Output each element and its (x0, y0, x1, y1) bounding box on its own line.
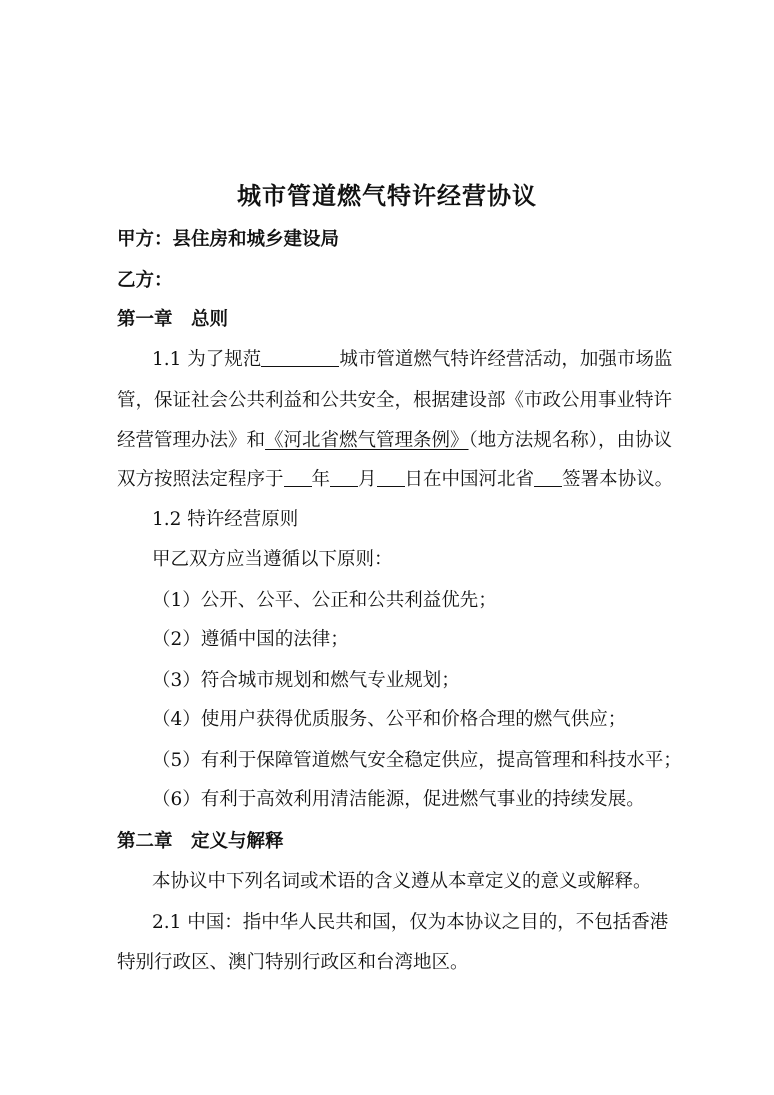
principle-item: （1）公开、公平、公正和公共利益优先； (152, 590, 497, 611)
day-label: 日在中国河北省 (404, 469, 535, 490)
clause-1-1-line-4-end: 签署本协议。 (562, 469, 674, 490)
principle-item: （3）符合城市规划和燃气专业规划； (152, 670, 460, 691)
clause-1-1-text-b: 城市管道燃气特许经营活动，加强市场监 (339, 349, 673, 370)
year-blank (284, 468, 312, 487)
document-title: 城市管道燃气特许经营协议 (237, 181, 537, 210)
party-a: 甲方：县住房和城乡建设局 (117, 229, 340, 250)
month-blank (330, 468, 358, 487)
clause-1-1-line-3 (117, 428, 673, 454)
principle-item: （2）遵循中国的法律； (152, 629, 349, 650)
principles-intro: 甲乙双方应当遵循以下原则： (152, 549, 393, 570)
regulation-link[interactable]: 《河北省燃气管理条例》 (265, 430, 469, 451)
principle-item: （4）使用户获得优质服务、公平和价格合理的燃气供应； (152, 709, 627, 730)
clause-1-1-text-a: 1.1 为了规范 (152, 349, 262, 370)
chapter-2-heading: 第二章 定义与解释 (117, 831, 284, 852)
place-blank (534, 468, 562, 487)
clause-1-1-line-4-a: 双方按照法定程序于 (117, 469, 284, 490)
chapter-1-heading: 第一章 总则 (117, 309, 229, 330)
party-b: 乙方： (117, 270, 173, 291)
clause-1-1-line-4 (117, 467, 673, 493)
clause-1-2-heading: 1.2 特许经营原则 (152, 509, 299, 530)
day-blank (377, 468, 405, 487)
clause-2-1-line-1: 2.1 中国：指中华人民共和国，仅为本协议之目的，不包括香港 (152, 912, 669, 933)
clause-1-1-line-2: 管，保证社会公共利益和公共安全，根据建设部《市政公用事业特许 (117, 390, 673, 411)
clause-1-1-line-3-b: （地方法规名称），由协议 (468, 430, 673, 451)
principle-item: （6）有利于高效利用清洁能源，促进燃气事业的持续发展。 (152, 789, 645, 810)
clause-2-1-line-2: 特别行政区、澳门特别行政区和台湾地区。 (117, 952, 469, 973)
principle-item: （5）有利于保障管道燃气安全稳定供应，提高管理和科技水平； (152, 750, 682, 771)
blank-field (261, 348, 339, 367)
month-label: 月 (358, 469, 377, 490)
year-label: 年 (311, 469, 331, 490)
clause-1-1-line-1 (152, 347, 673, 373)
clause-1-1-line-3-a: 经营管理办法》和 (117, 430, 266, 451)
chapter-2-intro: 本协议中下列名词或术语的含义遵从本章定义的意义或解释。 (152, 871, 652, 892)
